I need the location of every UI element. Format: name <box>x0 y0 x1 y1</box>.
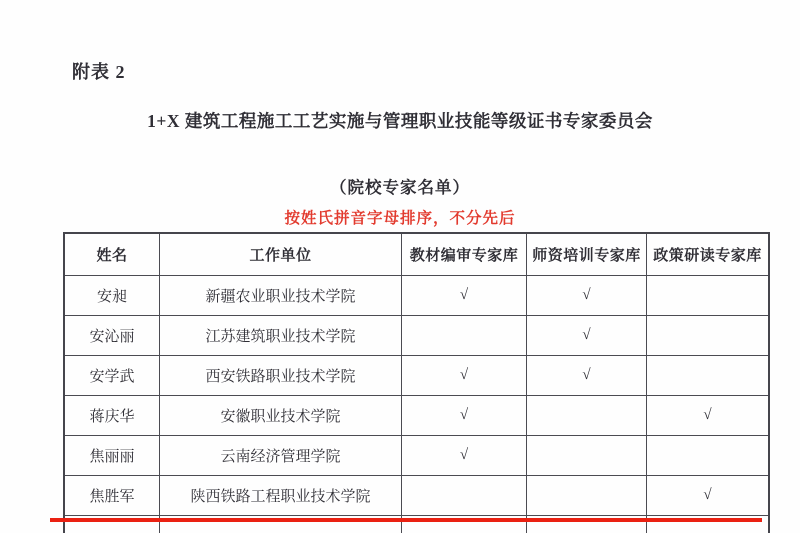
document-title: 1+X 建筑工程施工工艺实施与管理职业技能等级证书专家委员会 <box>147 111 653 131</box>
appendix-label: 附表 2 <box>72 62 126 82</box>
teacher-training-db-check-cell: √ <box>527 316 647 356</box>
table-row <box>64 476 769 516</box>
policy-research-db-check-cell <box>647 436 770 476</box>
work-unit-cell: 江苏建筑职业技术学院 <box>160 316 402 356</box>
textbook-db-check-cell: √ <box>402 276 527 316</box>
table-row <box>64 396 769 436</box>
policy-research-db-check-cell: √ <box>647 396 770 436</box>
teacher-training-db-check-cell: √ <box>527 356 647 396</box>
policy-research-db-check-cell <box>647 316 770 356</box>
expert-name-cell: 安昶 <box>64 276 160 316</box>
column-header-name: 姓名 <box>64 233 160 276</box>
expert-name-cell: 焦胜军 <box>64 476 160 516</box>
textbook-db-check-cell: √ <box>402 436 527 476</box>
table-row <box>64 436 769 476</box>
policy-research-db-check-cell <box>647 276 770 316</box>
table-row <box>64 276 769 316</box>
teacher-training-db-check-cell <box>527 436 647 476</box>
work-unit-cell: 陕西铁路工程职业技术学院 <box>160 476 402 516</box>
table-row <box>64 316 769 356</box>
textbook-db-check-cell <box>402 476 527 516</box>
expert-name-cell: 安沁丽 <box>64 316 160 356</box>
expert-table-body <box>64 276 769 533</box>
policy-research-db-check-cell: √ <box>647 476 770 516</box>
textbook-db-check-cell: √ <box>402 356 527 396</box>
table-row <box>64 356 769 396</box>
teacher-training-db-check-cell <box>527 396 647 436</box>
column-header-work-unit: 工作单位 <box>160 233 402 276</box>
teacher-training-db-check-cell <box>527 476 647 516</box>
red-annotation-line <box>50 518 762 522</box>
textbook-db-check-cell <box>402 316 527 356</box>
policy-research-db-check-cell <box>647 356 770 396</box>
teacher-training-db-check-cell: √ <box>527 276 647 316</box>
document-subtitle: （院校专家名单） <box>330 178 470 197</box>
sort-order-note: 按姓氏拼音字母排序，不分先后 <box>284 210 516 227</box>
work-unit-cell: 云南经济管理学院 <box>160 436 402 476</box>
expert-name-cell: 安学武 <box>64 356 160 396</box>
textbook-db-check-cell: √ <box>402 396 527 436</box>
work-unit-cell: 安徽职业技术学院 <box>160 396 402 436</box>
expert-roster-table <box>63 232 770 533</box>
column-header-teacher-training-db: 师资培训专家库 <box>527 233 647 276</box>
table-header-row <box>64 233 769 276</box>
column-header-policy-research-db: 政策研读专家库 <box>647 233 770 276</box>
work-unit-cell: 新疆农业职业技术学院 <box>160 276 402 316</box>
column-header-textbook-db: 教材编审专家库 <box>402 233 527 276</box>
work-unit-cell: 西安铁路职业技术学院 <box>160 356 402 396</box>
expert-name-cell: 焦丽丽 <box>64 436 160 476</box>
expert-name-cell: 蒋庆华 <box>64 396 160 436</box>
table-header <box>64 233 769 276</box>
